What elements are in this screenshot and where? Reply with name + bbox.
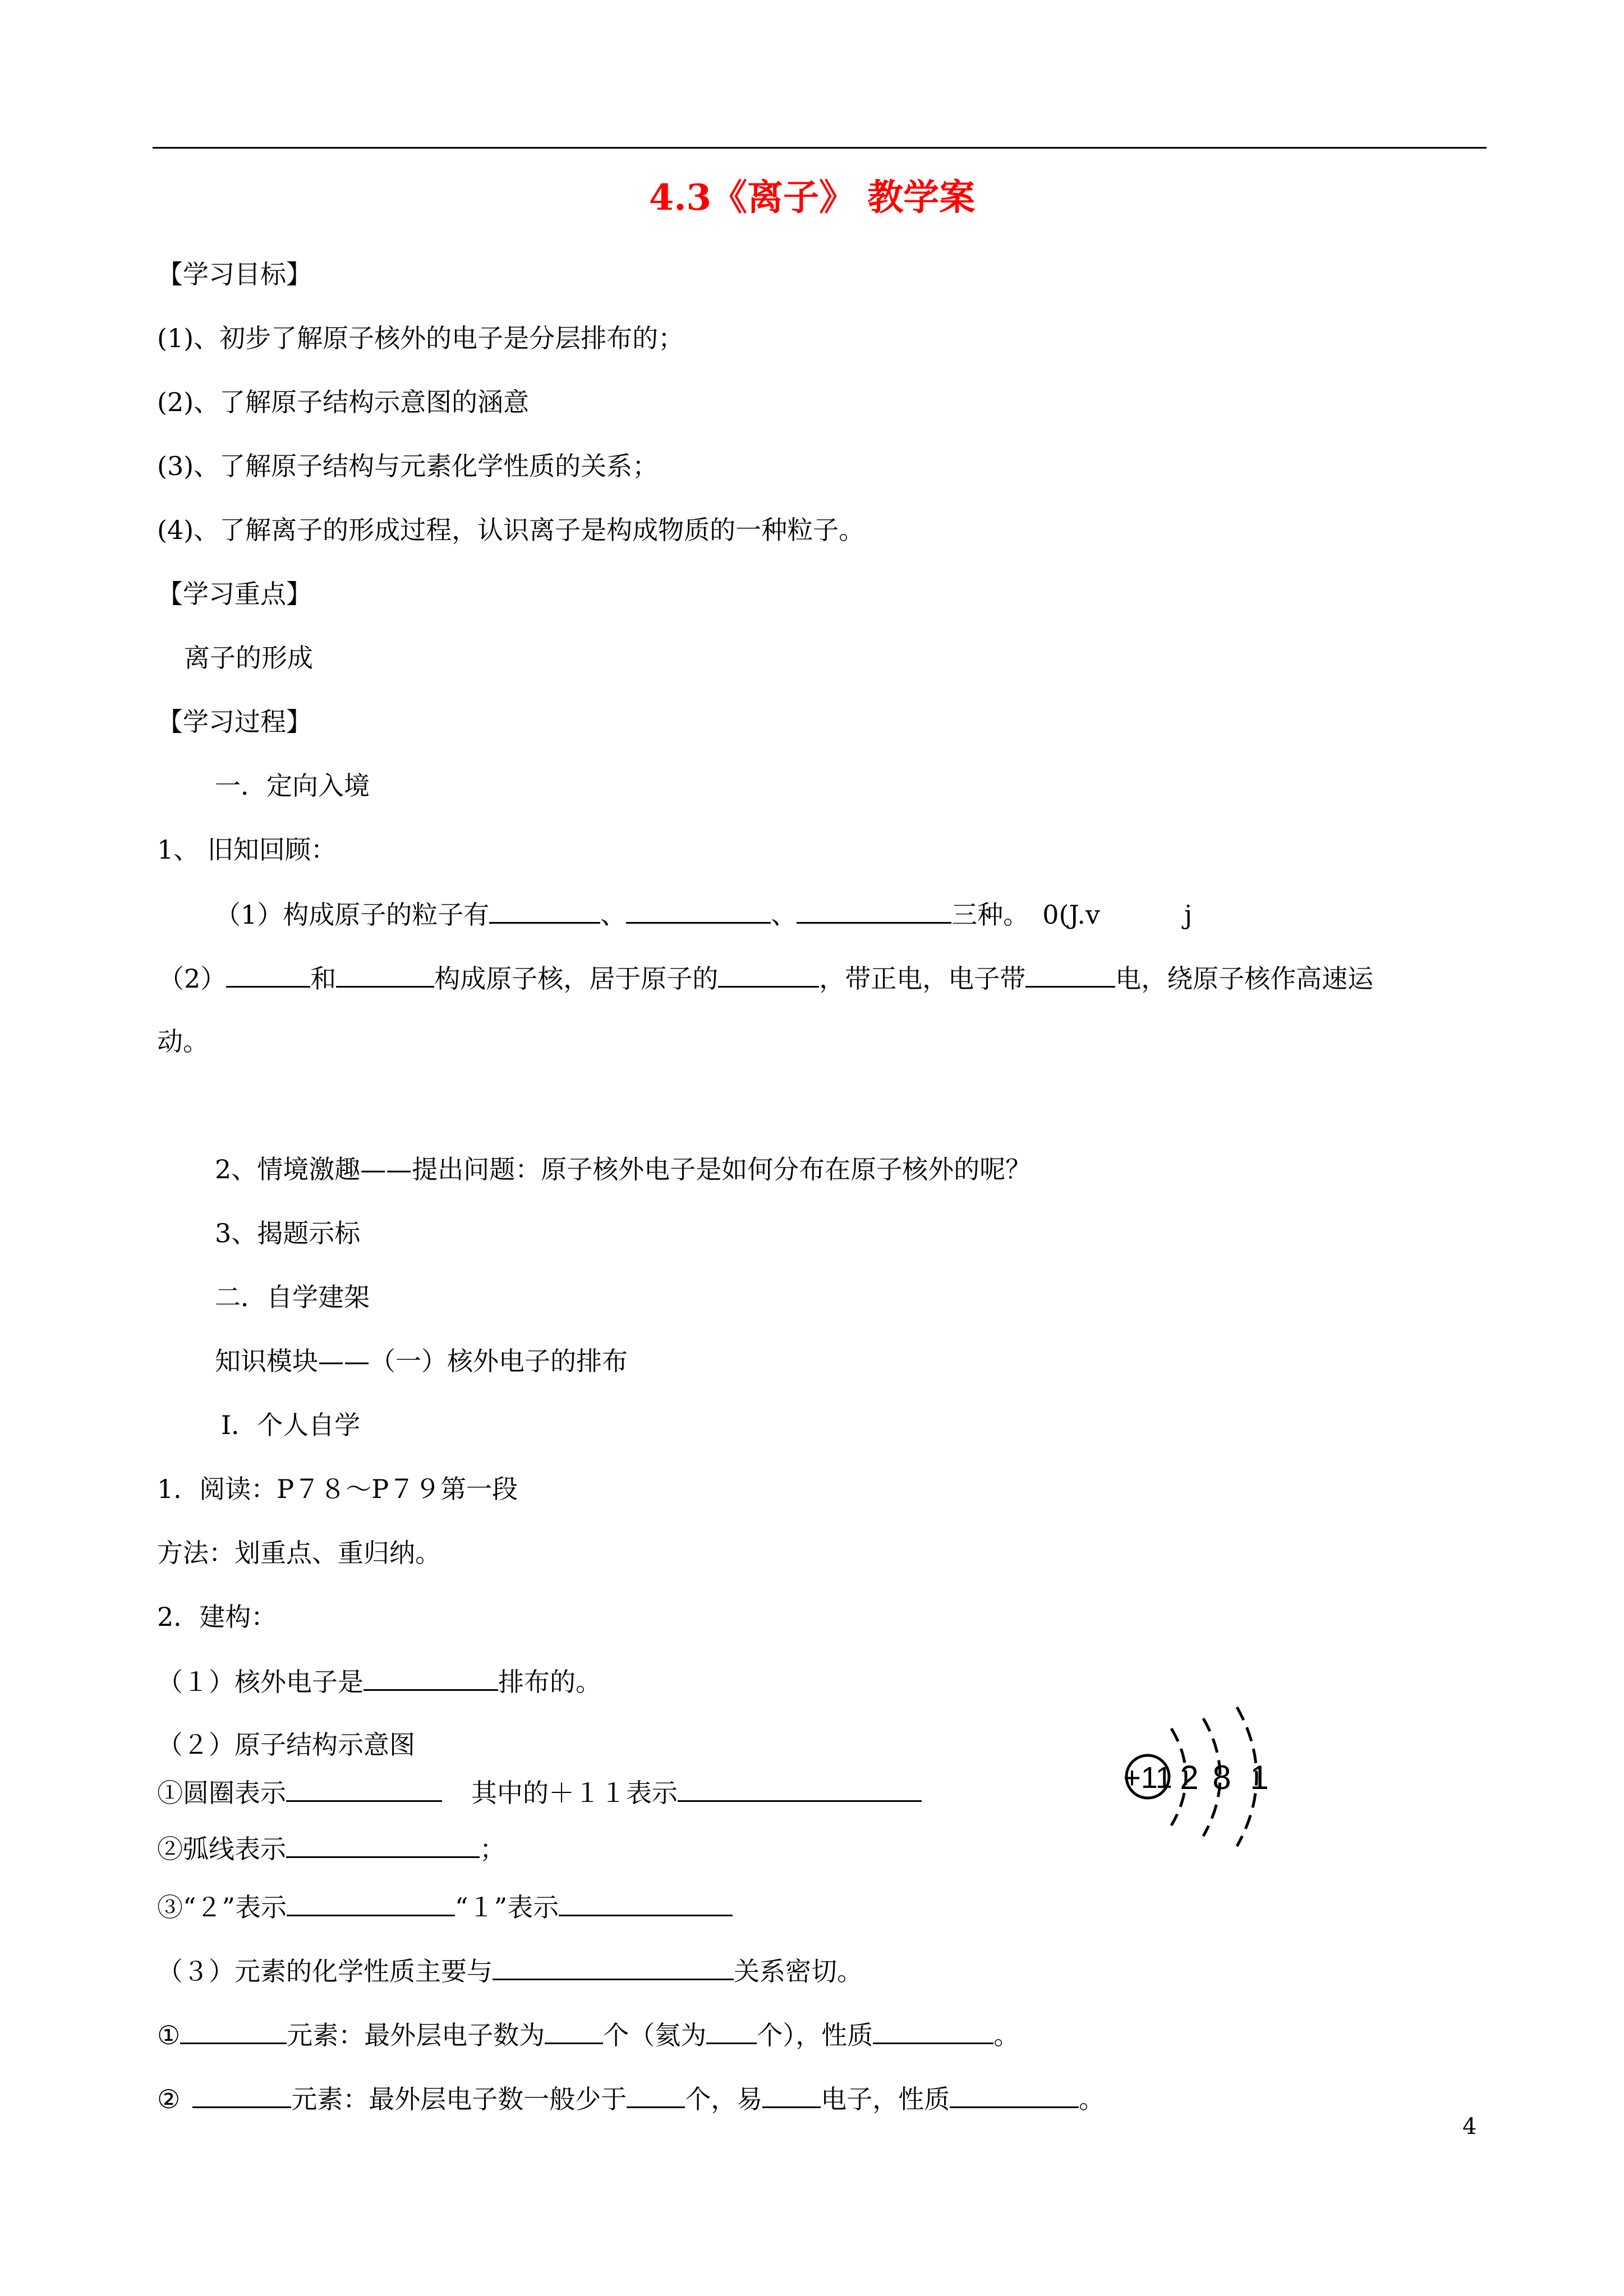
blank[interactable]: [286, 1829, 480, 1858]
step-heading-1: 一．定向入境: [215, 771, 370, 801]
diagram-arc-question: ②弧线表示 ；: [157, 1829, 505, 1868]
blank[interactable]: [226, 959, 310, 988]
blank[interactable]: [545, 2016, 603, 2044]
diagram-circle-question: ①圆圈表示 其中的＋１１表示: [157, 1773, 922, 1811]
construct-question-3: （３）元素的化学性质主要与 关系密切。: [157, 1952, 863, 1990]
review-question-2-cont: 动。: [157, 1026, 209, 1057]
shell-electron-count: 1: [1250, 1759, 1269, 1796]
blank[interactable]: [489, 895, 600, 924]
blank[interactable]: [1025, 959, 1115, 988]
blank[interactable]: [950, 2080, 1079, 2108]
stray-text: 0(J.v: [1042, 900, 1100, 930]
blank[interactable]: [287, 1888, 455, 1916]
method-note: 方法：划重点、重归纳。: [157, 1538, 441, 1568]
blank[interactable]: [706, 2016, 757, 2044]
review-question-2: （2） 和 构成原子核，居于原子的 ，带正电，电子带 电，绕原子核作高速运: [158, 959, 1373, 997]
objective-3: (3)、了解原子结构与元素化学性质的关系；: [157, 451, 659, 481]
blank[interactable]: [559, 1888, 733, 1916]
diagram-number-question: ③“２”表示 “１”表示: [157, 1888, 733, 1926]
construct-question-1: （１）核外电子是 排布的。: [157, 1662, 601, 1700]
page-number: 4: [1462, 2114, 1477, 2140]
objective-2: (2)、了解原子结构示意图的涵意: [157, 387, 530, 417]
construct-heading: 2．建构：: [157, 1602, 277, 1632]
blank[interactable]: [678, 1773, 922, 1802]
blank[interactable]: [762, 2080, 821, 2108]
review-heading: 1、 旧知回顾：: [157, 835, 337, 865]
blank[interactable]: [873, 2016, 993, 2044]
blank[interactable]: [336, 959, 434, 988]
blank[interactable]: [627, 2080, 685, 2108]
header-rule: [153, 147, 1487, 149]
shell-electron-count: 2: [1180, 1759, 1199, 1796]
element-type-2: ② 元素：最外层电子数一般少于 个，易 电子，性质 。: [157, 2080, 1105, 2118]
section-heading-key-points: 【学习重点】: [157, 579, 312, 609]
blank[interactable]: [493, 1952, 734, 1980]
step-reveal-goals: 3、揭题示标: [215, 1218, 361, 1248]
context-question: 2、情境激趣——提出问题：原子核外电子是如何分布在原子核外的呢？: [215, 1154, 1032, 1184]
atomic-structure-diagram: [1122, 1699, 1285, 1851]
step-heading-2: 二．自学建架: [215, 1282, 370, 1312]
self-study-heading: Ⅰ．个人自学: [221, 1410, 361, 1440]
construct-question-2: （２）原子结构示意图: [157, 1730, 415, 1760]
stray-text: j: [1184, 900, 1193, 930]
blank[interactable]: [626, 895, 771, 924]
document-title: 4.3《离子》 教学案: [648, 177, 976, 219]
section-heading-process: 【学习过程】: [157, 707, 312, 737]
review-question-1: （1）构成原子的粒子有 、 、 三种。 0(J.v j: [215, 895, 1192, 933]
blank[interactable]: [718, 959, 819, 988]
section-heading-objectives: 【学习目标】: [157, 259, 312, 289]
module-heading: 知识模块——（一）核外电子的排布: [215, 1346, 628, 1376]
shell-electron-count: 8: [1212, 1759, 1231, 1796]
blank[interactable]: [180, 2016, 287, 2044]
objective-4: (4)、了解离子的形成过程，认识离子是构成物质的一种粒子。: [157, 515, 865, 545]
blank[interactable]: [286, 1773, 442, 1802]
element-type-1: ① 元素：最外层电子数为 个（氦为 个），性质 。: [157, 2016, 1019, 2054]
blank[interactable]: [192, 2080, 291, 2108]
reading-assignment: 1．阅读：P７８～P７９第一段: [157, 1474, 518, 1504]
objective-1: (1)、初步了解原子核外的电子是分层排布的；: [157, 323, 684, 353]
blank[interactable]: [364, 1662, 498, 1691]
blank[interactable]: [797, 895, 951, 924]
key-point: 离子的形成: [184, 643, 313, 673]
nucleus-charge: +11: [1123, 1761, 1172, 1795]
